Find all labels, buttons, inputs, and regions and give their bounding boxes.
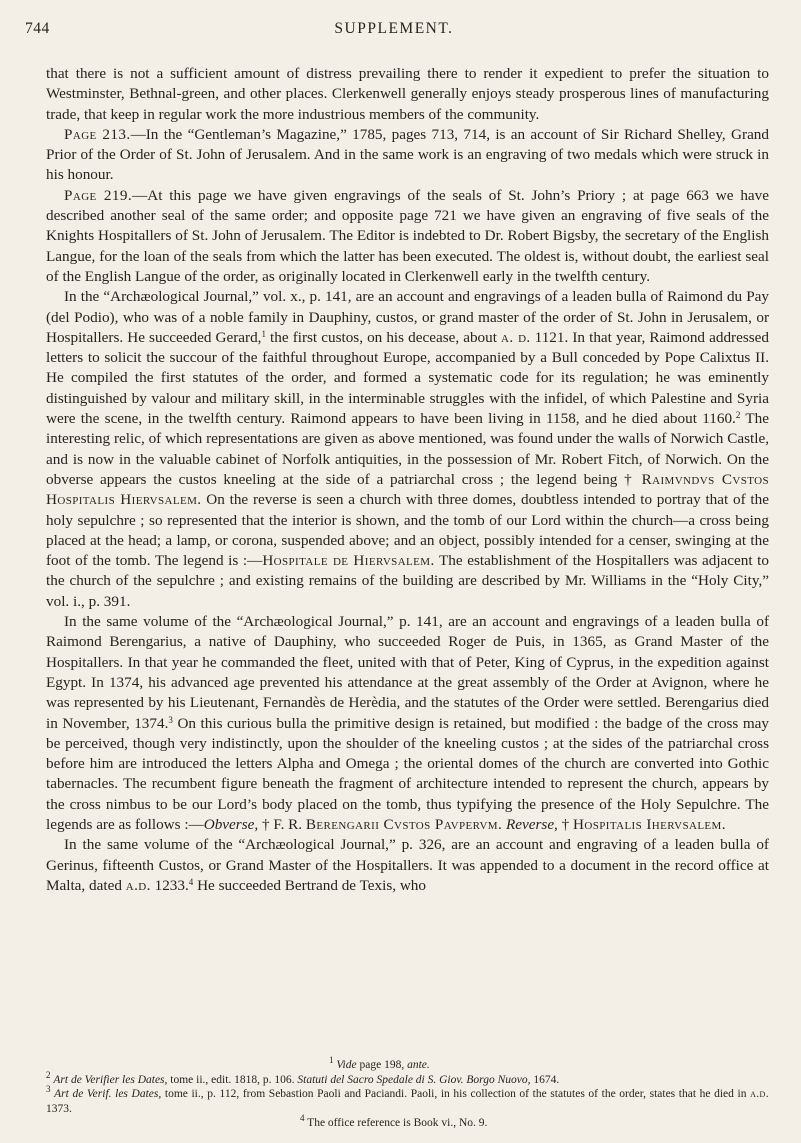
text-run: The office reference is Book vi., No. 9. <box>304 1117 488 1130</box>
footnote <box>46 1084 770 1116</box>
text-run: † <box>557 815 574 833</box>
text-run: Reverse, <box>506 815 558 833</box>
footnote-ref: 1 <box>261 328 266 339</box>
paragraph <box>46 835 769 896</box>
text-run: Vide <box>336 1059 357 1071</box>
footnote <box>46 1069 769 1088</box>
paragraph <box>46 612 769 835</box>
text-run: 1233. <box>150 876 189 894</box>
text-run: —In the “Gentleman’s Magazine,” 1785, pages 713, 714, is an account of Sir Richard Shelley, Grand Prior of the Order of St. John of Jerusalem. And in the same work is an engraving of two medals which were struck in his honour. <box>46 125 769 184</box>
text-run: a.d. <box>750 1088 770 1101</box>
paragraph <box>46 64 769 125</box>
text-run: —At this page we have given engravings of the seals of St. John’s Priory ; at page 663 we have described another seal of the same order; and opposite page 721 we have given an engraving of five seals of the Knights Hospitallers of St. John of Jerusalem. The Editor is indebted to Dr. Robert Bigsby, the secretary of the English Langue, for the loan of the seals from which the latter has been executed. The oldest is, without doubt, the earliest seal of the English Langue of the order, as originally located in Clerkenwell early in the twelfth century. <box>46 186 770 285</box>
paragraph <box>46 125 769 186</box>
text-run: Art de Verifier les Dates, <box>53 1073 168 1086</box>
text-run: 1373. <box>46 1102 72 1115</box>
text-run: In the same volume of the “Archæological Journal,” p. 326, are an account and engraving of a leaden bulla of Gerinus, fifteenth Custos, or Grand Master of the Hospitallers. It was appended to a document in the record office at Malta, dated <box>46 836 769 894</box>
text-run: that there is not a sufficient amount of distress prevailing there to render it expedient to prefer the situation to Westminster, Bethnal-green, and other places. Clerkenwell generally enjoys steady prosperous lines of manufacturing trade, that keep in regular work the more industrious members of the community. <box>46 65 769 123</box>
text-run: Page 213. <box>64 125 131 143</box>
footnote-ref: 2 <box>735 410 741 421</box>
text-run: The interesting relic, of which representations are given as above mentioned, was found under the walls of Norwich Castle, and is now in the valuable cabinet of Norfolk antiquities, in the possession of Mr. Robert Fitch, of Norwich. On the obverse appears the custos kneeling at the side of a patriarchal cross ; the legend being † <box>46 410 769 488</box>
text-run: Raimvndvs Cvstos Hospitalis Hiervsalem. <box>46 470 770 509</box>
page-number: 744 <box>25 20 50 37</box>
footnote-ref: 4 <box>188 876 194 887</box>
text-run: He succeeded Bertrand de Texis, who <box>193 876 426 894</box>
text-run: a.d. <box>125 876 151 894</box>
footnote-ref: 2 <box>46 1069 51 1080</box>
text-run: Berengarii Cvstos Pavpervm. <box>305 815 503 833</box>
text-run: tome ii., edit. 1818, p. 106. <box>167 1073 298 1086</box>
text-run: the first custos, on his decease, about <box>265 328 502 346</box>
footnote-ref: 4 <box>300 1113 305 1124</box>
text-run: 1674. <box>530 1073 560 1086</box>
footnote-ref: 3 <box>46 1084 51 1095</box>
text-run: page 198, <box>356 1059 408 1071</box>
text-run: In the same volume of the “Archæological Journal,” p. 141, are an account and engravings of a leaden bulla of Raimond Berengarius, a native of Dauphiny, who succeeded Roger de Puis, in 1365, as Grand Master of the Hospitallers. In that year he commanded the fleet, united with that of Peter, King of Cyprus, in the expedition against Egypt. In 1374, his advanced age prevented his attendance at the great assembly of the Order at Avignon, where he was represented by his Lieutenant, Fernandès de Herèdia, and the statutes of the Order were settled. Berengarius died in November, 1374. <box>46 613 769 732</box>
footnote <box>46 1113 769 1131</box>
page-header <box>25 20 763 42</box>
text-run: Obverse, <box>203 815 259 833</box>
text-run: Page 219. <box>64 186 133 204</box>
footnote <box>46 1055 769 1073</box>
text-run: Statuti del Sacro Spedale di S. Giov. Borgo Nuovo, <box>297 1073 531 1086</box>
text-run: The establishment of the Hospitallers was adjacent to the church of the sepulchre ; and existing remains of the building are described by Mr. Williams in the “Holy City,” vol. i., p. 391. <box>46 552 770 610</box>
footnote-ref: 1 <box>329 1055 334 1065</box>
text-run: On this curious bulla the primitive design is retained, but modified : the badge of the cross may be perceived, though very indistinctly, upon the shoulder of the kneeling custos ; at the sides of the patriarchal cross before him are introduced the letters Alpha and Omega ; the oriental domes of the church are converted into Gothic tabernacles. The recumbent figure beneath the fragment of architecture intended to represent the church, appears by the cross nimbus to be our Lord’s body placed on the tomb, thus typifying the presence of the Holy Sepulchre. The legends are as follows :— <box>46 714 769 833</box>
paragraph <box>46 186 769 287</box>
paragraph <box>46 287 769 612</box>
text-run: Art de Verif. les Dates, <box>54 1088 162 1101</box>
text-run: † F. R. <box>258 815 306 833</box>
text-run: tome ii., p. 112, from Sebastion Paoli and Paciandi. Paoli, in his collection of the statutes of the order, states that he died in <box>161 1088 751 1101</box>
footnote-ref: 3 <box>168 714 173 725</box>
text-run: On the reverse is seen a church with three domes, doubtless intended to portray that of the holy sepulchre ; so represented that the interior is shown, and the tomb of our Lord within the church—a cross being placed at the head; a lamp, or corona, suspended above; and an object, possibly intended for a censer, swinging at the foot of the tomb. The legend is :— <box>46 491 769 570</box>
text-run: In the “Archæological Journal,” vol. x., p. 141, are an account and engravings of a leaden bulla of Raimond du Pay (del Podio), who was of a noble family in Dauphiny, custos, or grand master of the order of St. John in Jerusalem, or Hospitallers. He succeeded Gerard, <box>46 288 769 346</box>
text-run: Hospitale de Hiervsalem. <box>262 552 435 570</box>
text-run: a. d. <box>501 328 531 346</box>
text-run: 1121. In that year, Raimond addressed letters to solicit the succour of the faithful throughout Europe, accompanied by a Bull conceded by Pope Calixtus II. He compiled the first statutes of the order, and formed a systematic code for its regulation; he was eminently distinguished by valour and military skill, in the interminable struggles with the infidel, of which Palestine and Syria were the scene, in the twelfth century. Raimond appears to have been living in 1158, and he died about 1160. <box>46 328 769 428</box>
text-run: Hospitalis Ihervsalem. <box>573 815 726 833</box>
footnotes <box>46 1055 770 1131</box>
running-title: SUPPLEMENT. <box>334 20 454 37</box>
body-text <box>46 64 769 896</box>
text-run: ante. <box>407 1059 430 1071</box>
